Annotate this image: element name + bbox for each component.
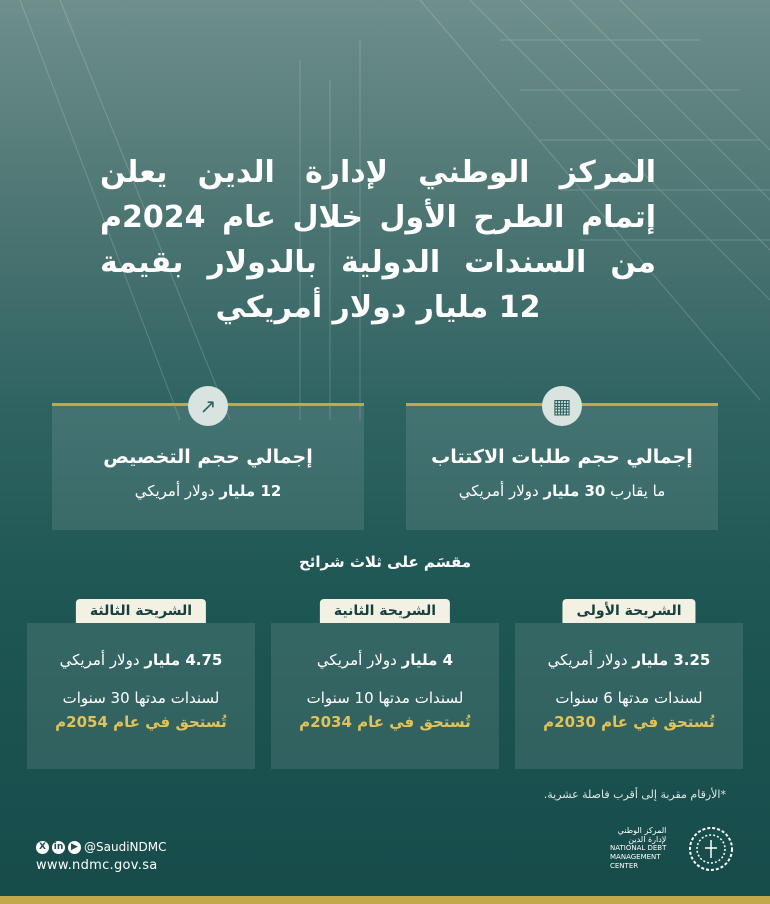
- rounding-note: *الأرقام مقربة إلى أقرب فاصلة عشرية.: [543, 788, 726, 801]
- tranche-amount-value-3: 4.75 مليار: [144, 651, 223, 669]
- title-line-4: 12 مليار دولار أمريكي: [215, 290, 541, 325]
- org-name-ar-2: لإدارة الدين: [628, 835, 667, 844]
- subscription-total-card: [406, 394, 718, 530]
- tranche-split-label: مقسَم على ثلاث شرائح: [298, 553, 472, 571]
- social-handle[interactable]: [36, 840, 166, 854]
- title-line-1: المركز الوطني لإدارة الدين يعلن: [100, 155, 656, 190]
- growth-chart-icon: ↗: [188, 386, 228, 426]
- tranche-tab-3: الشريحة الثالثة: [76, 599, 206, 623]
- youtube-icon[interactable]: ▶: [68, 841, 81, 854]
- tranche-amount-unit-2: دولار أمريكي: [316, 651, 397, 669]
- org-name-en-2: MANAGEMENT: [610, 853, 661, 861]
- tranche-amount-3: [27, 651, 255, 669]
- org-name-en-1: NATIONAL DEBT: [610, 844, 667, 852]
- tranche-due-3: تُستحق في عام 2054م: [55, 713, 227, 731]
- tranche-card-1: [515, 603, 743, 769]
- tranche-amount-value-2: 4 مليار: [401, 651, 454, 669]
- tranche-due-2: تُستحق في عام 2034م: [299, 713, 471, 731]
- tranche-amount-unit-3: دولار أمريكي: [59, 651, 140, 669]
- org-name-en-3: CENTER: [610, 862, 639, 870]
- handle-text: @SaudiNDMC: [84, 840, 167, 854]
- tranche-amount-value-1: 3.25 مليار: [632, 651, 711, 669]
- website-link[interactable]: www.ndmc.gov.sa: [36, 858, 158, 873]
- org-name-ar-1: المركز الوطني: [617, 826, 667, 835]
- tranche-term-2: لسندات مدتها 10 سنوات: [306, 689, 464, 707]
- org-name: [610, 826, 666, 871]
- document-coins-icon: ▦: [542, 386, 582, 426]
- tranche-tab-2: الشريحة الثانية: [320, 599, 450, 623]
- allocation-value: [52, 482, 364, 500]
- ndmc-logo-icon: [688, 826, 734, 872]
- tranche-tab-1: الشريحة الأولى: [562, 599, 695, 623]
- allocation-value-amount: 12 مليار: [219, 482, 282, 500]
- subscription-value-prefix: ما يقارب: [610, 482, 666, 500]
- tranche-amount-2: [271, 651, 499, 669]
- title-line-3: من السندات الدولية بالدولار بقيمة: [100, 245, 656, 280]
- tranche-card-3: [27, 603, 255, 769]
- allocation-value-unit: دولار أمريكي: [134, 482, 215, 500]
- tranche-card-2: [271, 603, 499, 769]
- subscription-value-amount: 30 مليار: [543, 482, 606, 500]
- subscription-heading: إجمالي حجم طلبات الاكتتاب: [431, 446, 693, 468]
- tranche-term-3: لسندات مدتها 30 سنوات: [62, 689, 220, 707]
- linkedin-icon[interactable]: in: [53, 841, 64, 852]
- allocation-total-card: [52, 394, 364, 530]
- x-icon[interactable]: X: [36, 841, 49, 854]
- bottom-accent-bar: [0, 896, 770, 904]
- allocation-heading: إجمالي حجم التخصيص: [103, 446, 313, 468]
- tranche-due-1: تُستحق في عام 2030م: [543, 713, 715, 731]
- subscription-value: [406, 482, 718, 500]
- tranche-term-1: لسندات مدتها 6 سنوات: [555, 689, 703, 707]
- page-title: [100, 150, 656, 330]
- tranche-amount-unit-1: دولار أمريكي: [547, 651, 628, 669]
- tranche-amount-1: [515, 651, 743, 669]
- title-line-2: إتمام الطرح الأول خلال عام 2024م: [100, 200, 656, 235]
- subscription-value-unit: دولار أمريكي: [458, 482, 539, 500]
